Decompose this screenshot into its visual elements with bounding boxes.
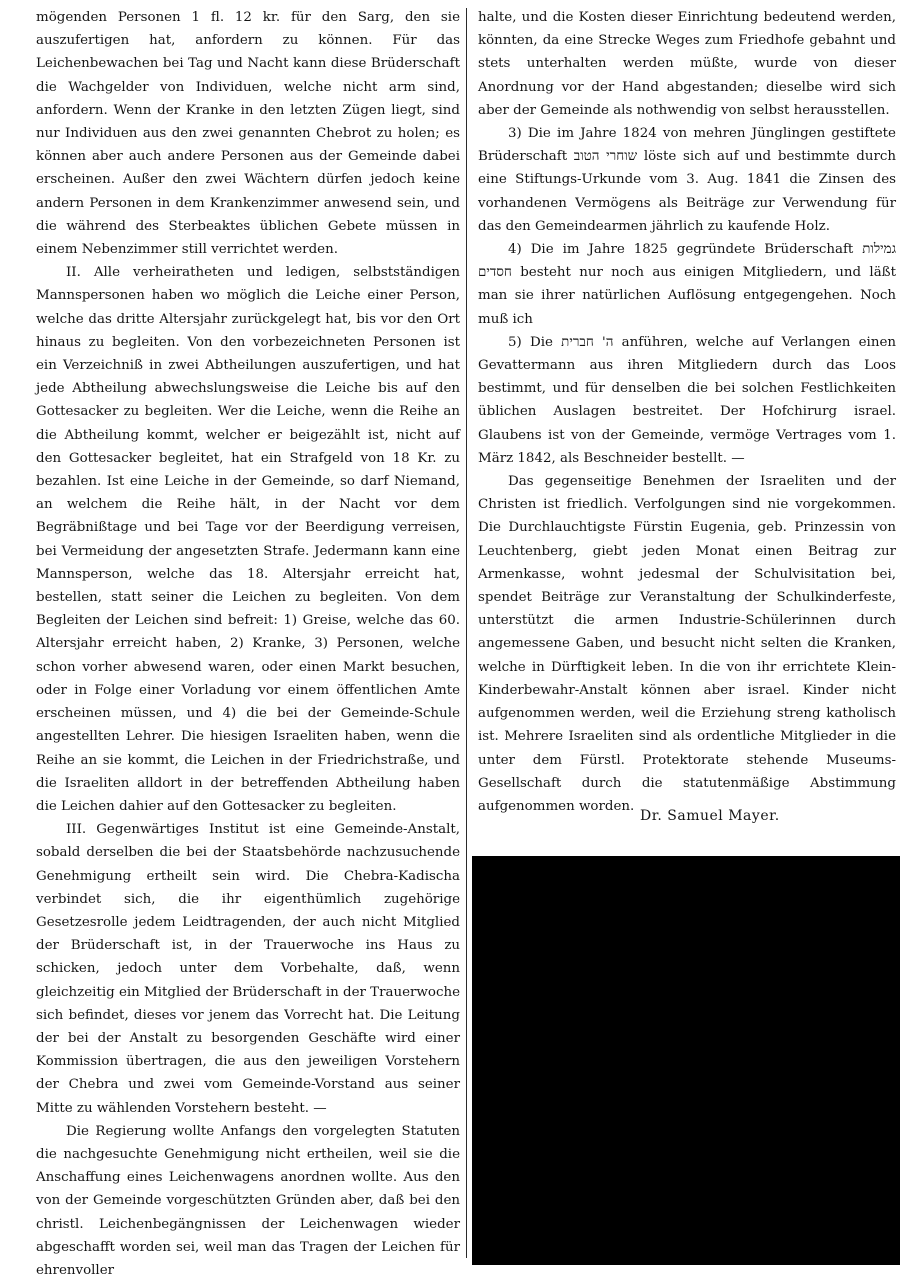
paragraph-right-4: 5) Die ה' חברית anführen, welche auf Verlangen einen Gevattermann aus ihren Mitgliedern durch das Loos bestimmt, und für denselben die bei solchen Festlichkeiten üblichen Auslagen bestreitet. Der Hofchirurg israel. Glaubens ist von der Gemeinde, vermöge Vertrages vom 1. März 1842, als Beschneider bestellt. — bbox=[478, 334, 896, 466]
paragraph-left-2: II. Alle verheiratheten und ledigen, selbstständigen Mannspersonen haben wo möglich die Leiche einer Person, welche das dritte Altersjahr zurückgelegt hat, bis vor den Ort hinaus zu begleiten. Von den vorbezeichneten Personen ist ein Verzeichniß in zwei Abtheilungen auszufertigen, und hat jede Abtheilung abwechslungsweise die Leiche bis auf den Gottesacker zu begleiten. Wer die Leiche, wenn die Reihe an die Abtheilung kommt, welcher er beigezählt ist, nicht auf den Gottesacker begleitet, hat ein Strafgeld von 18 Kr. zu bezahlen. Ist eine Leiche in der Gemeinde, so darf Niemand, an welchem die Reihe hält, in der Nacht vor dem Begräbnißtage und bei Tage vor der Beerdigung verreisen, bei Vermeidung der angesetzten Strafe. Jedermann kann eine Mannsperson, welche das 18. Altersjahr erreicht hat, bestellen, statt seiner die Leichen zu begleiten. Von dem Begleiten der Leichen sind befreit: 1) Greise, welche das 60. Altersjahr erreicht haben, 2) Kranke, 3) Personen, welche schon vorher abwesend waren, oder einen Markt besuchen, oder in Folge einer Vorladung vor einem öffentlichen Amte erscheinen müssen, und 4) die bei der Gemeinde-Schule angestellten Lehrer. Die hiesigen Israeliten haben, wenn die Reihe an sie kommt, die Leichen in der Friedrichstraße, und die Israeliten alldort in der betreffenden Abtheilung haben die Leichen dahier auf den Gottesacker zu begleiten. bbox=[36, 265, 460, 814]
black-redaction-block bbox=[472, 856, 900, 1265]
author-signature: Dr. Samuel Mayer. bbox=[640, 808, 780, 824]
paragraph-left-4: Die Regierung wollte Anfangs den vorgelegten Statuten die nachgesuchte Genehmigung nicht ertheilen, weil sie die Anschaffung eines Leichenwagens anordnen wollte. Aus den von der Gemeinde vorgeschützten Gründen aber, daß bei den christl. Leichenbegängnissen der Leichenwagen wieder abgeschafft worden sei, weil man das Tragen der Leichen für ehrenvoller bbox=[36, 1123, 460, 1278]
paragraph-right-5: Das gegenseitige Benehmen der Israeliten und der Christen ist friedlich. Verfolgungen sind nie vorgekommen. Die Durchlauchtigste Fürstin Eugenia, geb. Prinzessin von Leuchtenberg, giebt jeden Monat einen Beitrag zur Armenkasse, wohnt jedesmal der Schulvisitation bei, spendet Beiträge zur Veranstaltung der Schulkinderfeste, unterstützt die armen Industrie-Schülerinnen durch angemessene Gaben, und besucht nicht selten die Kranken, welche in Dürftigkeit leben. In die von ihr errichtete Klein-Kinderbewahr-Anstalt können aber israel. Kinder nicht aufgenommen werden, weil die Erziehung streng katholisch ist. Mehrere Israeliten sind als ordentliche Mitglieder in die unter dem Fürstl. Protektorate stehende Museums-Gesellschaft durch die statutenmäßige Abstimmung aufgenommen worden. bbox=[478, 474, 896, 814]
paragraph-right-3: 4) Die im Jahre 1825 gegründete Brüderschaft גמילות חסדים besteht nur noch aus einigen Mitgliedern, und läßt man sie ihrer natürlichen Auflösung entgegengehen. Noch muß ich bbox=[478, 242, 896, 327]
paragraph-right-2: 3) Die im Jahre 1824 von mehren Jünglingen gestiftete Brüderschaft שוחרי הטוב löste sich auf und bestimmte durch eine Stiftungs-Urkunde vom 3. Aug. 1841 die Zinsen des vorhandenen Vermögens als Beiträge zur Verwendung für das den Gemeindearmen jährlich zu kaufende Holz. bbox=[478, 126, 896, 234]
left-column bbox=[36, 6, 460, 1282]
column-divider bbox=[466, 8, 467, 1258]
paragraph-left-3: III. Gegenwärtiges Institut ist eine Gemeinde-Anstalt, sobald derselben die bei der Staatsbehörde nachzusuchende Genehmigung ertheilt sein wird. Die Chebra-Kadischa verbindet sich, die ihr eigenthümlich zugehörige Gesetzesrolle jedem Leidtragenden, der auch nicht Mitglied der Brüderschaft ist, in der Trauerwoche ins Haus zu schicken, jedoch unter dem Vorbehalte, daß, wenn gleichzeitig ein Mitglied der Brüderschaft in der Trauerwoche sich befindet, dieses vor jenem das Vorrecht hat. Die Leitung der bei der Anstalt zu besorgenden Geschäfte wird einer Kommission übertragen, die aus den jeweiligen Vorstehern der Chebra und zwei vom Gemeinde-Vorstand aus seiner Mitte zu wählenden Vorstehern besteht. — bbox=[36, 822, 460, 1116]
paragraph-right-1: halte, und die Kosten dieser Einrichtung bedeutend werden, könnten, da eine Strecke Weges zum Friedhofe gebahnt und stets unterhalten werden müßte, wurde von dieser Anordnung vor der Hand abgestanden; dieselbe wird sich aber der Gemeinde als nothwendig von selbst herausstellen. bbox=[478, 10, 896, 118]
paragraph-left-1: mögenden Personen 1 fl. 12 kr. für den Sarg, den sie auszufertigen hat, anfordern zu können. Für das Leichenbewachen bei Tag und Nacht kann diese Brüderschaft die Wachgelder von Individuen, welche nicht arm sind, anfordern. Wenn der Kranke in den letzten Zügen liegt, sind nur Individuen aus den zwei genannten Chebrot zu holen; es können aber auch andere Personen aus der Gemeinde dabei erscheinen. Außer den zwei Wächtern dürfen jedoch keine andern Personen in dem Krankenzimmer anwesend sein, und die während des Sterbeaktes üblichen Gebete müssen in einem Nebenzimmer still verrichtet werden. bbox=[36, 10, 460, 258]
right-column bbox=[478, 6, 896, 818]
